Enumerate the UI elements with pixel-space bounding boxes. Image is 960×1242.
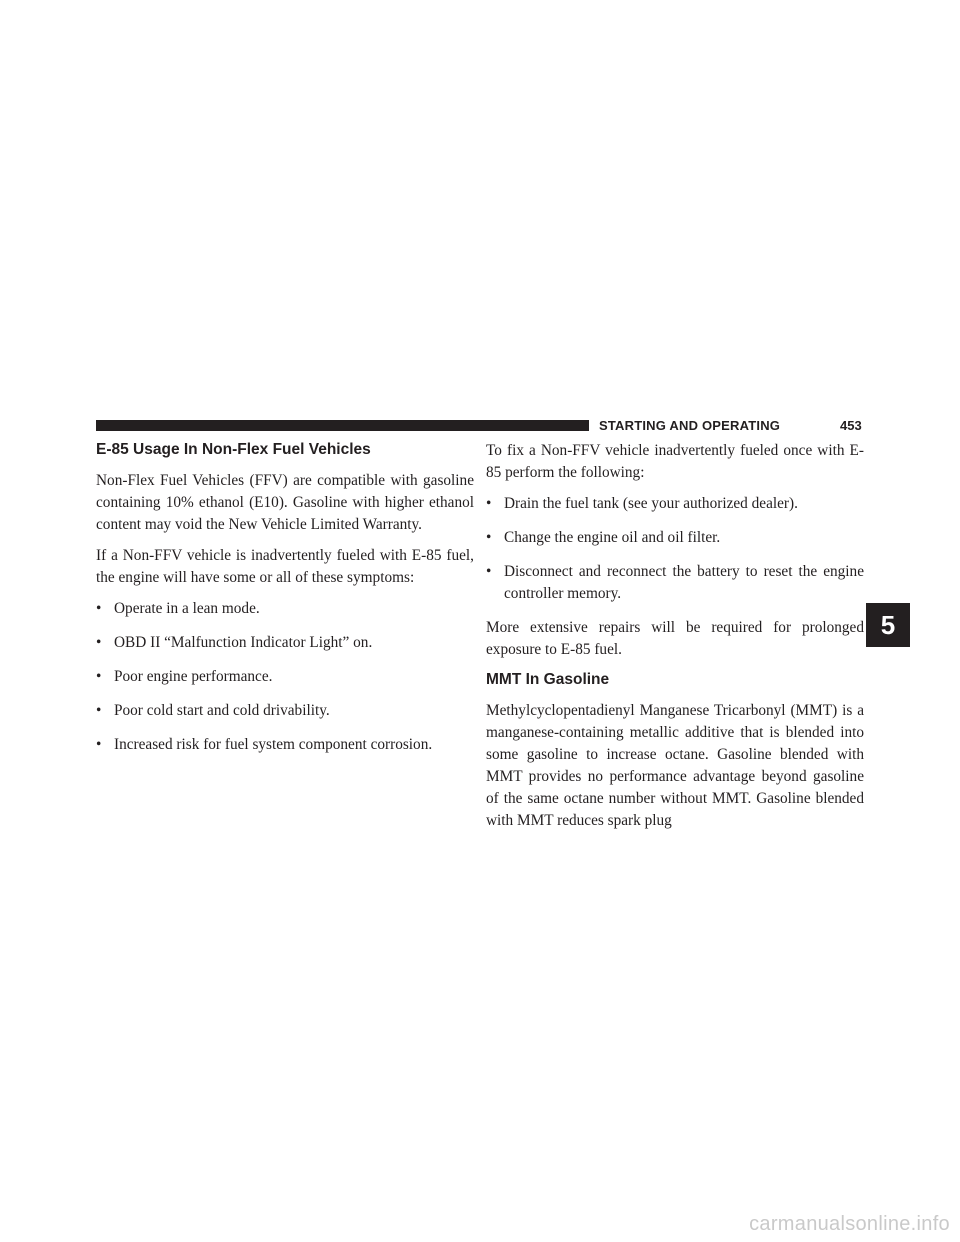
bullet-icon: • xyxy=(96,736,102,753)
list-item xyxy=(486,561,864,605)
list-item-text: Poor cold start and cold drivability. xyxy=(114,702,330,719)
chapter-tab: 5 xyxy=(866,603,910,647)
bullet-icon: • xyxy=(486,495,492,512)
paragraph-fix-intro: To fix a Non-FFV vehicle inadvertently fueled once with E-85 perform the following: xyxy=(486,442,864,481)
list-item xyxy=(486,493,864,515)
list-item-text: Change the engine oil and oil filter. xyxy=(504,529,721,546)
paragraph-extensive-repairs: More extensive repairs will be required for prolonged exposure to E-85 fuel. xyxy=(486,619,864,658)
fix-steps-list xyxy=(486,493,864,605)
list-item-text: Operate in a lean mode. xyxy=(114,600,260,617)
bullet-icon: • xyxy=(96,668,102,685)
list-item xyxy=(486,527,864,549)
list-item-text: Increased risk for fuel system component corrosion. xyxy=(114,736,433,753)
watermark: carmanualsonline.info xyxy=(749,1213,950,1235)
list-item-text: OBD II “Malfunction Indicator Light” on. xyxy=(114,634,373,651)
list-item-text: Poor engine performance. xyxy=(114,668,273,685)
paragraph-mmt: Methylcyclopentadienyl Manganese Tricarbonyl (MMT) is a manganese-containing metallic additive that is blended into some gasoline to increase octane. Gasoline blended with MMT provides no performance advantage beyond gasoline of the same octane number without MMT. Gasoline blended with MMT reduces spark plug xyxy=(486,702,864,829)
bullet-icon: • xyxy=(96,634,102,651)
list-item xyxy=(96,666,474,688)
paragraph-symptoms-intro: If a Non-FFV vehicle is inadvertently fueled with E-85 fuel, the engine will have some or all of these symptoms: xyxy=(96,547,474,586)
list-item-text: Disconnect and reconnect the battery to reset the engine controller memory. xyxy=(504,563,864,602)
page-number: 453 xyxy=(840,418,862,433)
list-item-text: Drain the fuel tank (see your authorized dealer). xyxy=(504,495,798,512)
section-heading-mmt: MMT In Gasoline xyxy=(486,671,610,688)
paragraph-ffv-compatibility: Non-Flex Fuel Vehicles (FFV) are compatible with gasoline containing 10% ethanol (E10). Gasoline with higher ethanol content may void the New Vehicle Limited Warranty. xyxy=(96,472,474,533)
list-item xyxy=(96,632,474,654)
list-item xyxy=(96,700,474,722)
bullet-icon: • xyxy=(486,529,492,546)
bullet-icon: • xyxy=(96,600,102,617)
section-heading-e85: E-85 Usage In Non-Flex Fuel Vehicles xyxy=(96,441,371,458)
section-title: STARTING AND OPERATING xyxy=(599,418,781,433)
left-column xyxy=(96,440,474,768)
right-column xyxy=(486,440,864,841)
list-item xyxy=(96,598,474,620)
list-item xyxy=(96,734,474,756)
symptoms-list xyxy=(96,598,474,756)
bullet-icon: • xyxy=(486,563,492,580)
bullet-icon: • xyxy=(96,702,102,719)
header-rule xyxy=(96,420,589,431)
